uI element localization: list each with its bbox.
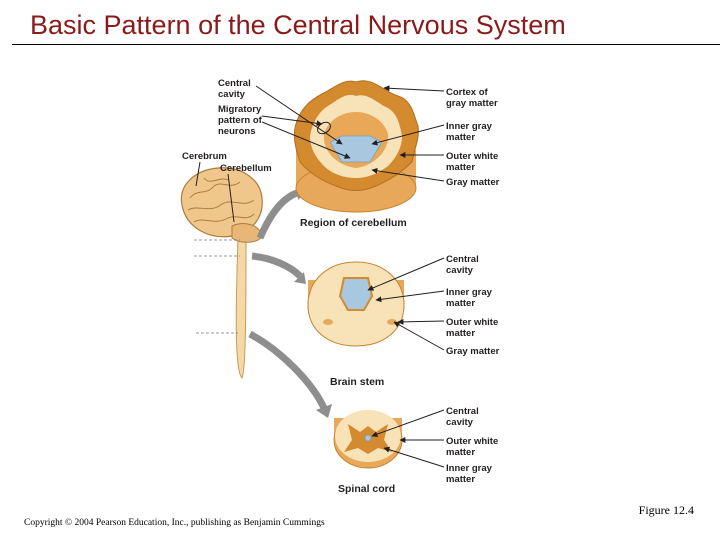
- label-outer-white-3: Outer white matter: [446, 436, 499, 458]
- brain-labels: [182, 78, 272, 174]
- copyright-notice: Copyright © 2004 Pearson Education, Inc., publishing as Benjamin Cummings: [24, 518, 325, 528]
- caption-brain-stem: Brain stem: [330, 376, 385, 388]
- arrow-to-brain-stem: [252, 256, 300, 276]
- label-outer-white-2: Outer white matter: [446, 317, 499, 339]
- label-central-cavity-3: Central cavity: [446, 406, 479, 428]
- label-central-cavity-2: Central cavity: [446, 254, 479, 276]
- figure-label: Figure 12.4: [638, 503, 694, 517]
- label-cerebellum: Cerebellum: [220, 163, 272, 174]
- label-cortex-gray-matter: Cortex of gray matter: [446, 87, 498, 109]
- brain-stem-section: [308, 262, 404, 346]
- brain-illustration: [181, 168, 262, 378]
- label-cerebrum: Cerebrum: [182, 151, 227, 162]
- label-brain-central-cavity: Central cavity: [218, 78, 251, 100]
- page-title: Basic Pattern of the Central Nervous System: [30, 10, 566, 40]
- arrow-to-cerebellum: [260, 192, 300, 238]
- spinal-cord-section: [334, 410, 402, 468]
- cerebellum-section: [294, 81, 418, 212]
- label-gray-matter-1: Gray matter: [446, 177, 500, 188]
- label-outer-white-1: Outer white matter: [446, 151, 499, 173]
- caption-region-of-cerebellum: Region of cerebellum: [300, 217, 407, 229]
- label-inner-gray-3: Inner gray matter: [446, 463, 492, 485]
- label-inner-gray-1: Inner gray matter: [446, 121, 492, 143]
- label-gray-matter-2: Gray matter: [446, 346, 500, 357]
- label-migratory-pattern: Migratory pattern of neurons: [218, 104, 262, 137]
- caption-spinal-cord: Spinal cord: [338, 483, 396, 495]
- arrow-to-spinal-cord: [250, 334, 324, 408]
- label-inner-gray-2: Inner gray matter: [446, 287, 492, 309]
